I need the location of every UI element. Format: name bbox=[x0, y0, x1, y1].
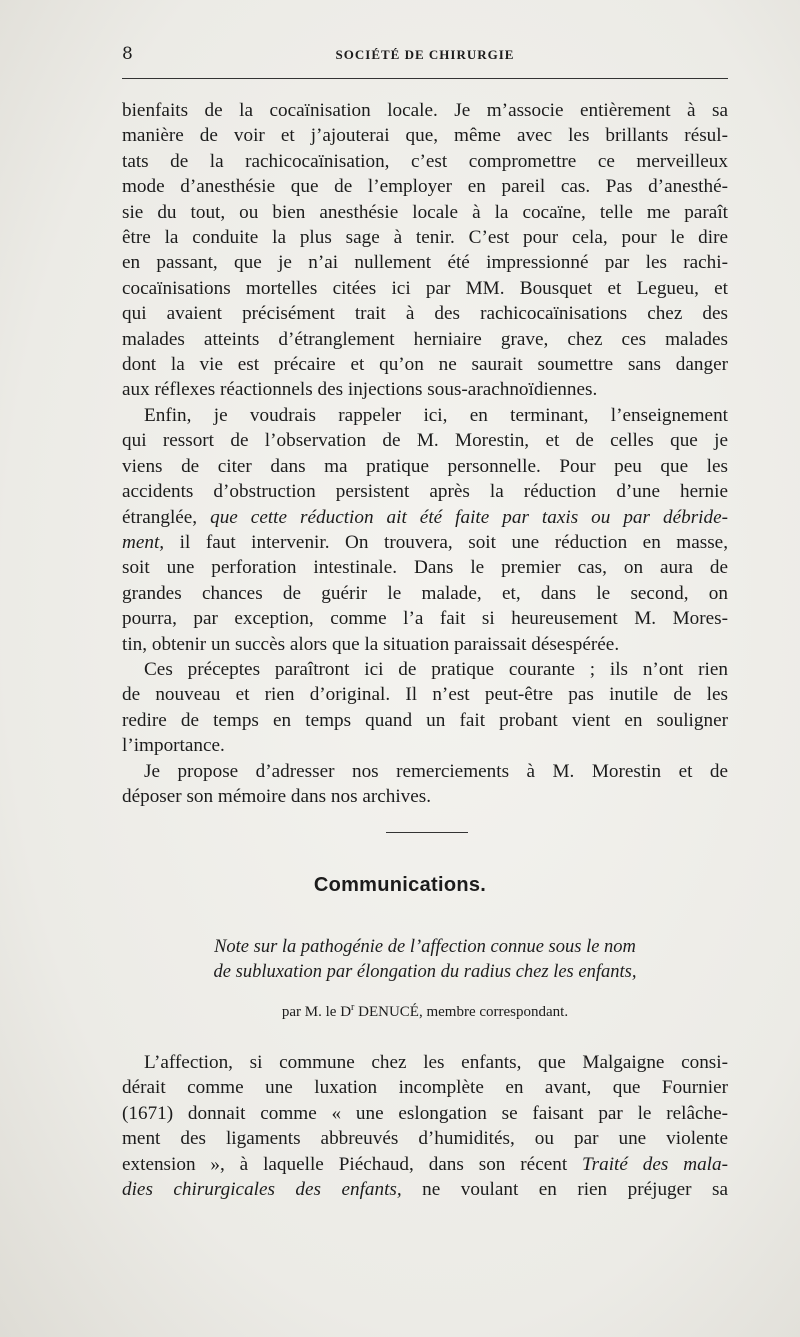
page-number: 8 bbox=[122, 44, 133, 64]
header-rule bbox=[122, 78, 728, 79]
text-line: Ces préceptes paraîtront ici de pratique courante ; ils n’ont rien bbox=[144, 658, 728, 680]
body-text bbox=[122, 98, 728, 809]
text-run: il faut intervenir. On trouvera, soit une réduction en masse, bbox=[164, 531, 728, 553]
running-title: SOCIÉTÉ DE CHIRURGIE bbox=[335, 47, 515, 62]
text-run: extension », à laquelle Piéchaud, dans son récent bbox=[122, 1153, 583, 1175]
text-line: l’importance. bbox=[122, 735, 225, 757]
italic-text: ment, bbox=[122, 531, 165, 553]
text-run: ne voulant en rien préjuger sa bbox=[401, 1179, 728, 1201]
article-title-line: de subluxation par élongation du radius chez les enfants, bbox=[213, 962, 637, 982]
text-line: cocaïnisations mortelles citées ici par MM. Bousquet et Legueu, et bbox=[122, 277, 728, 299]
byline bbox=[122, 1002, 728, 1021]
text-line: (1671) donnait comme « une eslongation se faisant par le relâche- bbox=[122, 1102, 728, 1124]
text-line: Je propose d’adresser nos remerciements à M. Morestin et de bbox=[144, 760, 728, 782]
text-line: déposer son mémoire dans nos archives. bbox=[122, 785, 432, 807]
article-paragraph bbox=[122, 1050, 728, 1202]
text-line: Enfin, je voudrais rappeler ici, en terminant, l’enseignement bbox=[144, 404, 728, 426]
article-title bbox=[122, 935, 728, 985]
text-line: accidents d’obstruction persistent après la réduction d’une hernie bbox=[122, 481, 728, 503]
text-run: étranglée, bbox=[122, 506, 211, 528]
section-title: Communications. bbox=[313, 874, 487, 896]
text-line: qui ressort de l’observation de M. Morestin, et de celles que je bbox=[122, 430, 728, 452]
text-line: mode d’anesthésie que de l’employer en pareil cas. Pas d’anesthé- bbox=[122, 176, 728, 198]
text-line: en passant, que je n’ai nullement été impressionné par les rachi- bbox=[122, 252, 728, 274]
text-line: dont la vie est précaire et qu’on ne saurait soumettre sans danger bbox=[122, 354, 728, 376]
section-separator bbox=[386, 832, 468, 833]
byline-superscript: r bbox=[351, 1002, 355, 1013]
text-line: aux réflexes réactionnels des injections sous-arachnoïdiennes. bbox=[122, 379, 598, 401]
text-line: malades atteints d’étranglement herniaire grave, chez ces malades bbox=[122, 328, 728, 350]
text-line: ment des ligaments abbreuvés d’humidités, ou par une violente bbox=[122, 1128, 728, 1150]
text-line: grandes chances de guérir le malade, et, dans le second, on bbox=[122, 582, 728, 604]
text-line: dérait comme une luxation incomplète en avant, que Fournier bbox=[122, 1077, 728, 1099]
text-line bbox=[122, 530, 728, 555]
text-line: redire de temps en temps quand un fait probant vient en souligner bbox=[122, 709, 728, 731]
text-line bbox=[122, 1177, 728, 1202]
italic-text: dies chirurgicales des enfants, bbox=[122, 1179, 402, 1201]
text-line: soit une perforation intestinale. Dans le premier cas, on aura de bbox=[122, 557, 728, 579]
text-line: tats de la rachicocaïnisation, c’est compromettre ce merveilleux bbox=[122, 150, 728, 172]
text-line: de nouveau et rien d’original. Il n’est peut-être pas inutile de les bbox=[122, 684, 728, 706]
byline-prefix: par M. le D bbox=[281, 1004, 352, 1020]
text-line: sie du tout, ou bien anesthésie locale à la cocaïne, telle me paraît bbox=[122, 201, 728, 223]
italic-text: que cette réduction ait été faite par taxis ou par débride- bbox=[210, 506, 728, 528]
text-line: être la conduite la plus sage à tenir. C’est pour cela, pour le dire bbox=[122, 227, 728, 249]
text-line bbox=[122, 1152, 728, 1177]
article-title-line: Note sur la pathogénie de l’affection connue sous le nom bbox=[214, 937, 636, 957]
article-body bbox=[122, 1050, 728, 1202]
text-line: L’affection, si commune chez les enfants, que Malgaigne consi- bbox=[144, 1052, 728, 1073]
text-line bbox=[122, 505, 728, 530]
paragraph-4 bbox=[122, 759, 728, 810]
text-line: bienfaits de la cocaïnisation locale. Je m’associe entièrement à sa bbox=[122, 100, 728, 121]
paragraph-1 bbox=[122, 98, 728, 403]
italic-text: Traité des mala- bbox=[582, 1153, 728, 1175]
text-line: qui avaient précisément trait à des rachicocaïnisations chez des bbox=[122, 303, 728, 325]
text-line: viens de citer dans ma pratique personnelle. Pour peu que les bbox=[122, 455, 728, 477]
text-line: pourra, par exception, comme l’a fait si heureusement M. Mores- bbox=[122, 608, 728, 630]
paragraph-3 bbox=[122, 657, 728, 759]
paragraph-2 bbox=[122, 403, 728, 657]
byline-suffix: DENUCÉ, membre correspondant. bbox=[354, 1004, 569, 1020]
page-header bbox=[122, 44, 728, 68]
text-line: manière de voir et j’ajouterai que, même avec les brillants résul- bbox=[122, 125, 728, 147]
text-line: tin, obtenir un succès alors que la situation paraissait désespérée. bbox=[122, 633, 620, 655]
